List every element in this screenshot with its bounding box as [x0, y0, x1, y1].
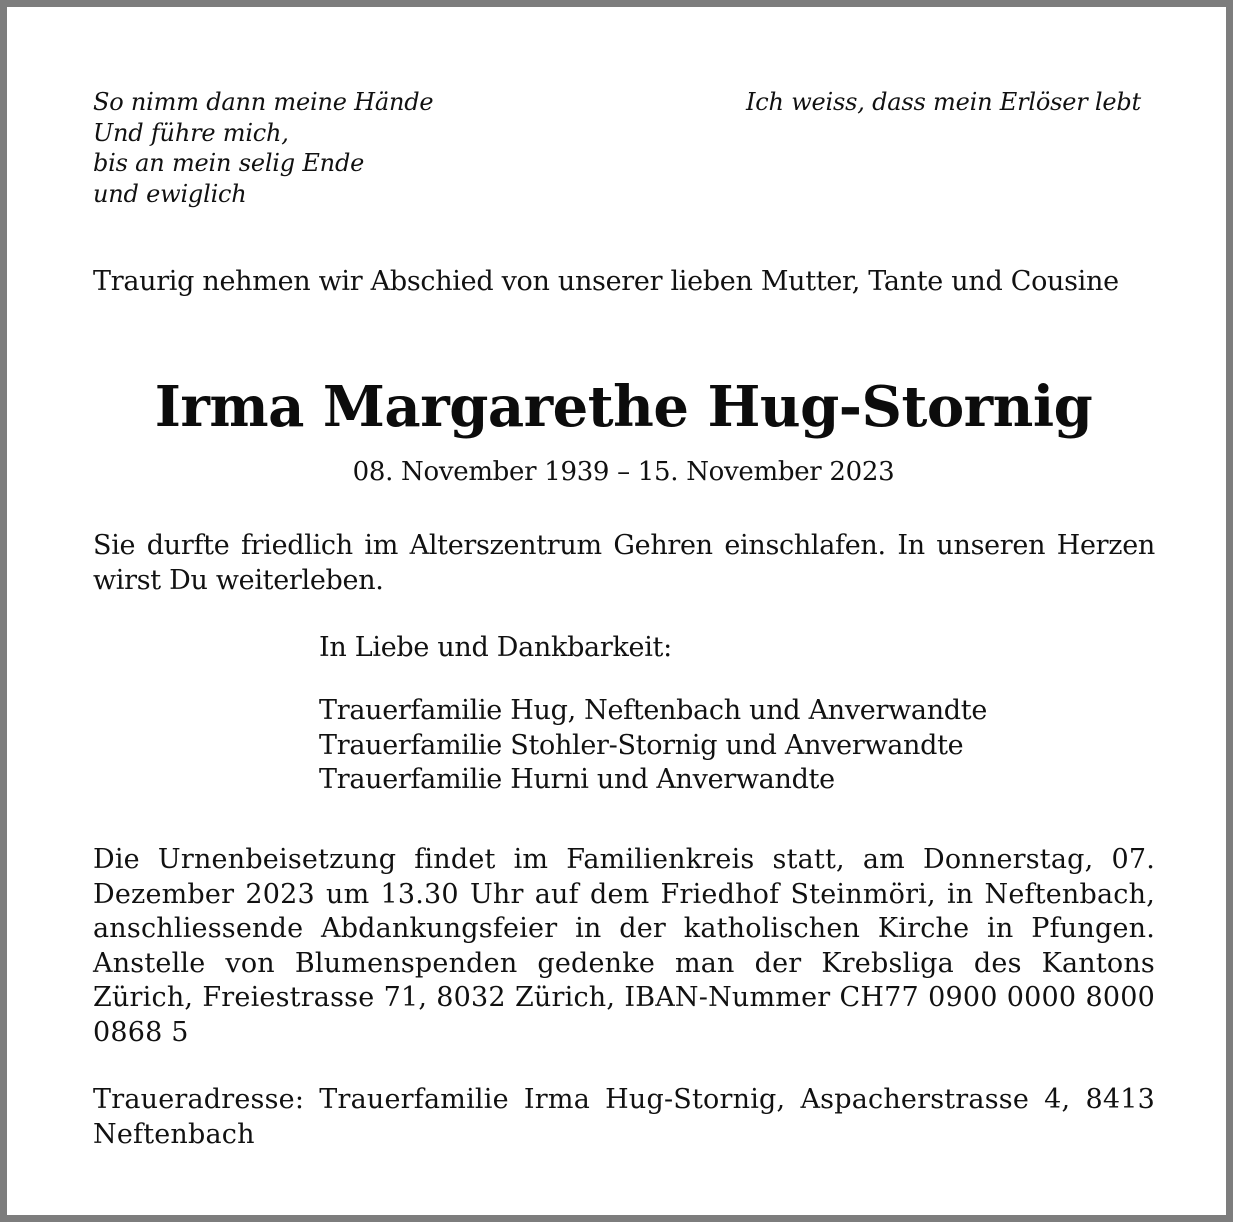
verse-line: bis an mein selig Ende	[93, 149, 365, 177]
passing-text: Sie durfte friedlich im Alterszentrum Gehren einschlafen. In unseren Herzen wirst Du weiterleben.	[93, 530, 1155, 596]
burial-details: Die Urnenbeisetzung findet im Familienkreis statt, am Donnerstag, 07. Dezember 2023 um 13.30 Uhr auf dem Friedhof Steinmöri, in Neftenbach, anschliessende Abdankungsfeier in der katholischen Kirche in Pfungen. Anstelle von Blumenspenden gedenke man der Krebsliga des Kantons Zürich, Freiestrasse 71, 8032 Zürich, IBAN-Nummer CH77 0900 0000 8000 0868 5	[93, 844, 1155, 1048]
family-line: Trauerfamilie Stohler-Stornig und Anverwandte	[319, 729, 964, 761]
verse-right-line: Ich weiss, dass mein Erlöser lebt	[745, 88, 1141, 116]
verse-line: So nimm dann meine Hände	[93, 88, 434, 116]
mourning-families	[319, 694, 987, 798]
mourning-address: Traueradresse: Trauerfamilie Irma Hug-Stornig, Aspacherstrasse 4, 8413 Neftenbach	[93, 1084, 1155, 1150]
family-line: Trauerfamilie Hurni und Anverwandte	[319, 764, 835, 795]
family-line: Trauerfamilie Hug, Neftenbach und Anverwandte	[319, 695, 988, 726]
intro-text: Traurig nehmen wir Abschied von unserer lieben Mutter, Tante und Cousine	[93, 266, 1119, 297]
verse-right	[746, 87, 1141, 118]
verse-line: Und führe mich,	[93, 118, 289, 147]
thanks-heading: In Liebe und Dankbarkeit:	[319, 632, 672, 663]
verse-line: und ewiglich	[93, 179, 247, 208]
verse-left	[93, 87, 433, 209]
deceased-name: Irma Margarethe Hug-Stornig	[154, 374, 1093, 440]
life-dates: 08. November 1939 – 15. November 2023	[352, 457, 895, 487]
